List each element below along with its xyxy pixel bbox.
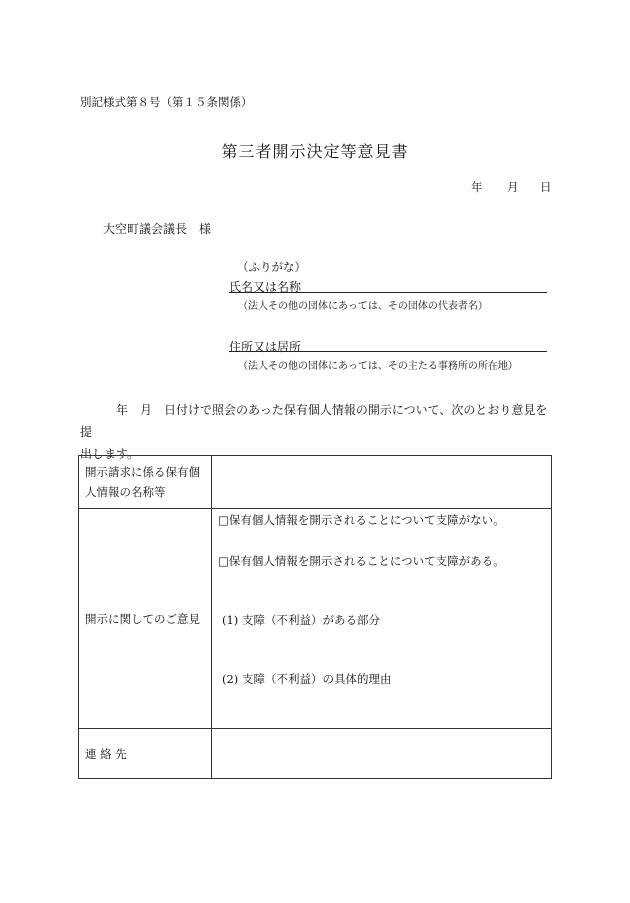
address-label: 住所又は居所 [229,340,302,354]
address-note: （法人その他の団体にあっては、その主たる事務所の所在地） [238,361,518,372]
opinion-table [78,455,552,779]
page-title: 第三者開示決定等意見書 [221,142,409,161]
address-field-line[interactable] [229,351,547,352]
table-row [79,456,552,509]
table-row [79,729,552,779]
date-year-label: 年 [471,180,483,194]
option-issue-checkbox[interactable]: □保有個人情報を開示されることについて支障がある。 [218,554,505,568]
info-name-cell[interactable] [212,456,552,509]
name-field-line[interactable] [229,292,547,293]
name-note: （法人その他の団体にあっては、その団体の代表者名） [238,301,488,312]
date-month-label: 月 [507,180,519,194]
statement-line-2: 出します。 [80,447,140,461]
contact-cell[interactable] [212,729,552,779]
item-1-label: (1) 支障（不利益）がある部分 [222,613,380,627]
contact-label: 連 絡 先 [79,729,212,779]
addressee: 大空町議会議長 様 [103,222,212,236]
item-2-label: (2) 支障（不利益）の具体的理由 [222,672,392,686]
table-row [79,509,552,729]
name-label: 氏名又は名称 [229,280,302,294]
date-day-label: 日 [540,180,552,194]
info-name-label: 開示請求に係る保有個人情報の名称等 [79,456,212,509]
statement-line-1: 年 月 日付けで照会のあった保有個人情報の開示について、次のとおり意見を提 [80,403,548,439]
opinion-label: 開示に関してのご意見 [79,509,212,729]
option-no-issue-checkbox[interactable]: □保有個人情報を開示されることについて支障がない。 [218,513,505,527]
form-number: 別記様式第８号（第１５条関係） [80,95,253,109]
opinion-cell[interactable] [212,509,552,729]
furigana-label: （ふりがな） [237,260,306,274]
